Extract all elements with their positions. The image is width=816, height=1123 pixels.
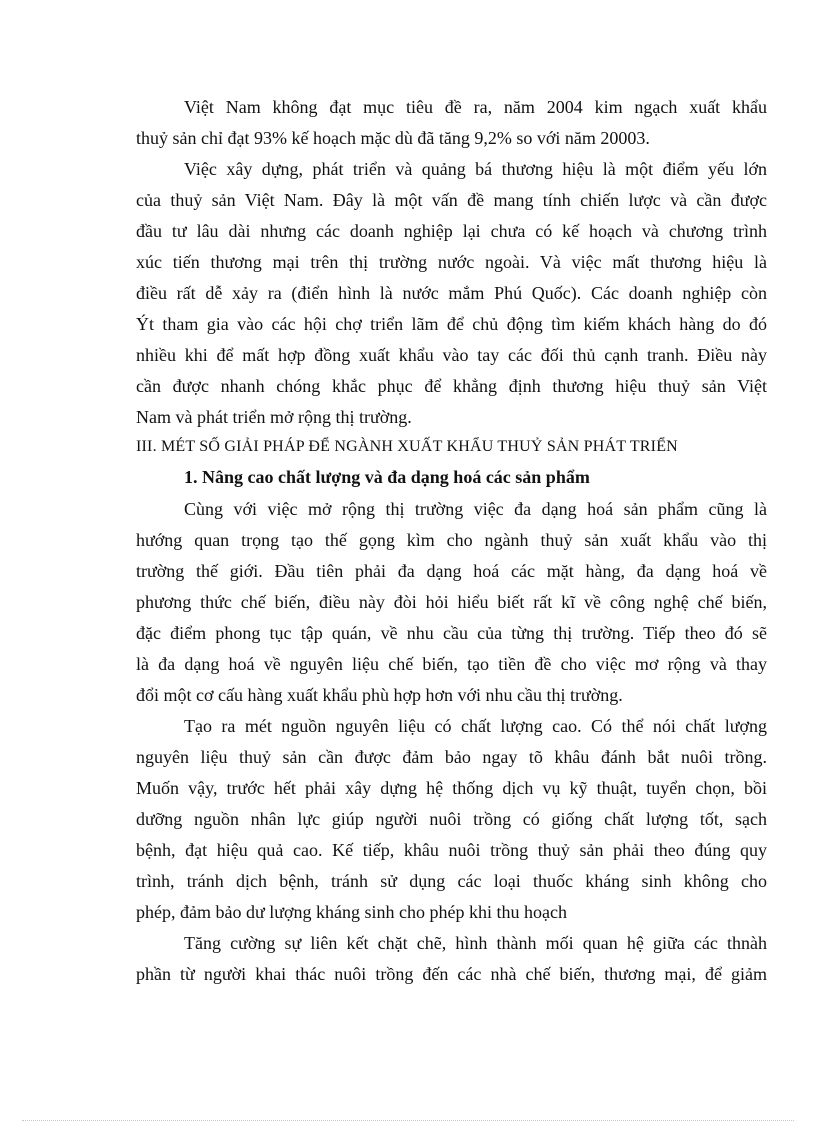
document-page — [136, 92, 767, 990]
text-line: Cùng với việc mở rộng thị trường việc đa dạng hoá sản phẩm cũng là — [184, 499, 767, 519]
paragraph-linkage — [136, 928, 767, 990]
text-line: Tạo ra mét nguồn nguyên liệu có chất lượng cao. Có thể nói chất lượng — [184, 716, 767, 736]
text-line: điều rất dễ xảy ra (điển hình là nước mắm Phú Quốc). Các doanh nghiệp còn — [136, 283, 767, 303]
text-line: Việc xây dựng, phát triển và quảng bá thương hiệu là một điểm yếu lớn — [184, 159, 767, 179]
text-line: đặc điểm phong tục tập quán, về nhu cầu của từng thị trường. Tiếp theo đó sẽ — [136, 623, 767, 643]
text-line: xúc tiến thương mại trên thị trường nước ngoài. Và việc mất thương hiệu là — [136, 252, 767, 272]
text-line: Muốn vậy, trước hết phải xây dựng hệ thống dịch vụ kỹ thuật, tuyển chọn, bồi — [136, 778, 767, 798]
text-line: trường thế giới. Đầu tiên phải đa dạng hoá các mặt hàng, đa dạng hoá về — [136, 561, 767, 581]
text-line: hướng quan trọng tạo thế gọng kìm cho ngành thuỷ sản xuất khẩu vào thị — [136, 530, 767, 550]
text-line: Tăng cường sự liên kết chặt chẽ, hình thành mối quan hệ giữa các thnàh — [184, 933, 767, 953]
text-line: thuỷ sản chỉ đạt 93% kế hoạch mặc dù đã tăng 9,2% so với năm 20003. — [136, 128, 650, 148]
text-line: nguyên liệu thuỷ sản cần được đảm bảo ngay tõ khâu đánh bắt nuôi trồng. — [136, 747, 767, 767]
text-line: Việt Nam không đạt mục tiêu đề ra, năm 2004 kim ngạch xuất khẩu — [184, 97, 767, 117]
paragraph-brand-building — [136, 154, 767, 433]
text-line: cần được nhanh chóng khắc phục để khẳng định thương hiệu thuỷ sản Việt — [136, 376, 767, 396]
paragraph-raw-materials — [136, 711, 767, 928]
text-line: của thuỷ sản Việt Nam. Đây là một vấn đề mang tính chiến lược và cần được — [136, 190, 767, 210]
text-line: trình, tránh dịch bệnh, tránh sử dụng các loại thuốc kháng sinh không cho — [136, 871, 767, 891]
subsection-heading: 1. Nâng cao chất lượng và đa dạng hoá các sản phẩm — [184, 467, 590, 487]
text-line: bệnh, đạt hiệu quả cao. Kế tiếp, khâu nuôi trồng thuỷ sản phải theo đúng quy — [136, 840, 767, 860]
text-line: đầu tư lâu dài nhưng các doanh nghiệp lại chưa có kế hoạch và chương trình — [136, 221, 767, 241]
text-line: dưỡng nguồn nhân lực giúp người nuôi trồng có giống chất lượng tốt, sạch — [136, 809, 767, 829]
paragraph-export-target — [136, 92, 767, 154]
text-line: Ýt tham gia vào các hội chợ triển lãm để chủ động tìm kiếm khách hàng do đó — [136, 314, 767, 334]
text-line: phần từ người khai thác nuôi trồng đến các nhà chế biến, thương mại, để giảm — [136, 964, 767, 984]
text-line: phương thức chế biến, điều này đòi hỏi hiểu biết rất kĩ về công nghệ chế biến, — [136, 592, 767, 612]
text-line: phép, đảm bảo dư lượng kháng sinh cho phép khi thu hoạch — [136, 902, 567, 922]
paragraph-diversification — [136, 494, 767, 711]
text-line: đổi một cơ cấu hàng xuất khẩu phù hợp hơn với nhu cầu thị trường. — [136, 685, 623, 705]
text-line: là đa dạng hoá về nguyên liệu chế biến, tạo tiền đề cho việc mơ rộng và thay — [136, 654, 767, 674]
section-heading: III. MÉT SỐ GIẢI PHÁP ĐỂ NGÀNH XUẤT KHẨU THUỶ SẢN PHÁT TRIỂN — [136, 438, 678, 455]
text-line: nhiều khi để mất hợp đồng xuất khẩu vào tay các đối thủ cạnh tranh. Điều này — [136, 345, 767, 365]
page-bottom-divider — [22, 1120, 794, 1121]
text-line: Nam và phát triển mở rộng thị trường. — [136, 407, 412, 427]
